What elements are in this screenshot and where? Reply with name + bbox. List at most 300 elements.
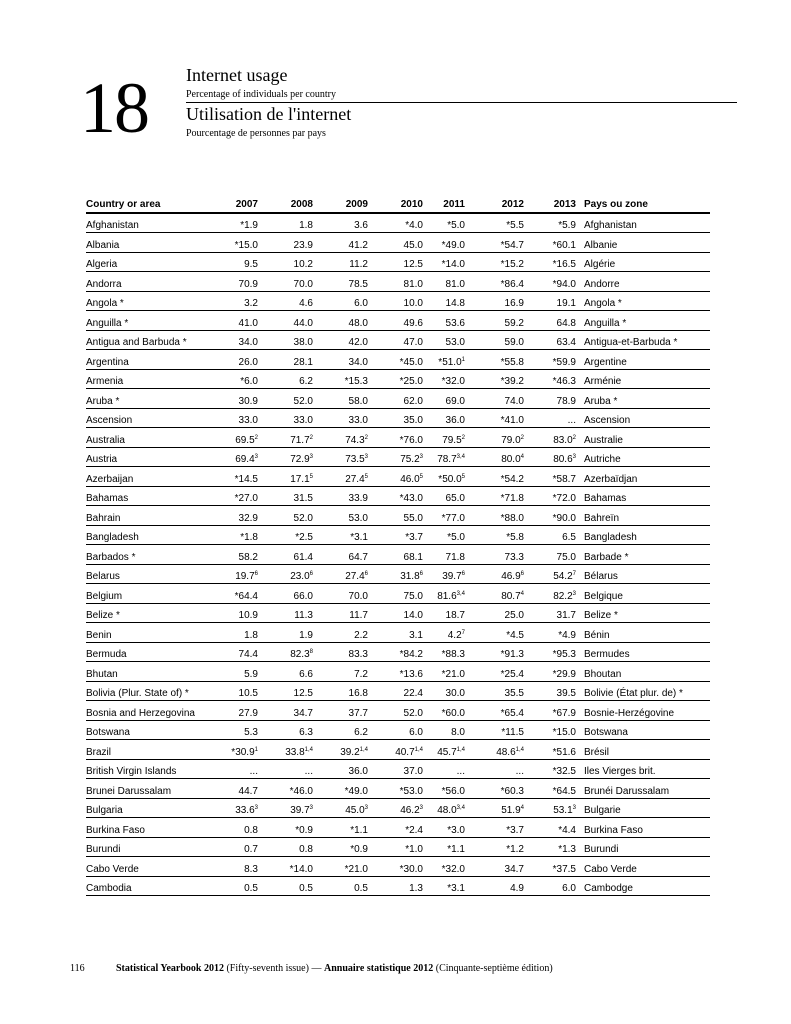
cell-value: 6.2 — [354, 727, 368, 738]
cell-value: 81.0 — [403, 278, 423, 290]
cell-value: Afghanistan — [584, 220, 637, 231]
value-cell — [313, 603, 368, 623]
value-cell — [258, 623, 313, 643]
value-cell — [423, 272, 465, 292]
pays-name — [576, 818, 710, 838]
cell-value: Bélarus — [584, 571, 618, 582]
page-number: 116 — [70, 963, 85, 974]
cell-value: 78.9 — [556, 395, 576, 407]
cell-value: *88.3 — [441, 649, 465, 660]
value-cell — [228, 467, 258, 487]
cell-value: *65.4 — [500, 707, 524, 719]
value-cell — [228, 740, 258, 760]
pays-name — [576, 233, 710, 253]
cell-value: 74.0 — [504, 395, 524, 407]
value-cell — [524, 662, 576, 682]
table-row — [86, 213, 710, 233]
cell-value: Bulgarie — [584, 805, 621, 816]
cell-value: Iles Vierges brit. — [584, 766, 656, 777]
cell-value: Algérie — [584, 259, 616, 270]
value-cell — [465, 389, 524, 409]
pays-name — [576, 486, 710, 506]
cell-value: Antigua and Barbuda * — [86, 337, 187, 348]
country-name — [86, 428, 228, 448]
value-cell — [423, 876, 465, 896]
value-cell — [313, 759, 368, 779]
cell-value: *86.4 — [500, 278, 524, 290]
table-row — [86, 467, 710, 487]
cell-value: Bermudes — [584, 649, 630, 660]
cell-value: Cambodge — [584, 883, 633, 894]
cell-value: 34.0 — [238, 337, 258, 348]
cell-value: *46.0 — [289, 785, 313, 797]
cell-value: 6.6 — [299, 668, 313, 680]
table-row — [86, 857, 710, 877]
value-cell — [258, 408, 313, 428]
value-cell — [423, 759, 465, 779]
value-cell — [465, 564, 524, 584]
footnote-marker: 3 — [254, 805, 258, 811]
cell-value: Armenia — [86, 376, 124, 387]
cell-value: Bosnia and Herzegovina — [86, 707, 195, 719]
footnote-marker: 4 — [520, 454, 524, 460]
cell-value: *49.0 — [441, 239, 465, 251]
value-cell — [524, 837, 576, 857]
value-cell — [228, 876, 258, 896]
value-cell — [465, 545, 524, 565]
table-row — [86, 759, 710, 779]
cell-value: 59.2 — [504, 317, 524, 329]
country-name — [86, 447, 228, 467]
value-cell — [423, 545, 465, 565]
footnote-marker: 1,4 — [359, 746, 368, 753]
pays-name — [576, 369, 710, 389]
cell-value: 1.9 — [299, 629, 313, 641]
cell-value: *56.0 — [441, 785, 465, 797]
value-cell — [228, 857, 258, 877]
cell-value: 68.1 — [403, 551, 423, 563]
value-cell — [524, 213, 576, 233]
table-header-row — [86, 197, 710, 213]
value-cell — [228, 525, 258, 545]
table-row — [86, 740, 710, 760]
cell-value: *50.0 — [438, 473, 462, 485]
cell-value: Bolivie (État plur. de) * — [584, 688, 683, 699]
cell-value: Botswana — [86, 727, 130, 738]
table-row — [86, 798, 710, 818]
country-name — [86, 291, 228, 311]
cell-value: 33.9 — [348, 493, 368, 504]
value-cell — [313, 213, 368, 233]
country-name — [86, 740, 228, 760]
value-cell — [313, 720, 368, 740]
cell-value: *5.0 — [447, 220, 465, 231]
cell-value: *45.0 — [399, 356, 423, 368]
cell-value: Arménie — [584, 376, 622, 387]
cell-value: 44.7 — [238, 785, 258, 797]
cell-value: 66.0 — [293, 590, 313, 602]
cell-value: 48.6 — [496, 746, 516, 758]
cell-value: 10.2 — [293, 259, 313, 270]
cell-value: 30.9 — [238, 395, 258, 407]
table-row — [86, 623, 710, 643]
value-cell — [368, 545, 423, 565]
country-name — [86, 506, 228, 526]
cell-value: 6.0 — [562, 883, 576, 894]
value-cell — [313, 837, 368, 857]
cell-value: 39.2 — [340, 746, 360, 758]
pays-name — [576, 798, 710, 818]
cell-value: *4.0 — [405, 220, 423, 231]
value-cell — [423, 213, 465, 233]
cell-value: Bhutan — [86, 668, 118, 680]
cell-value: ... — [567, 415, 576, 426]
value-cell — [368, 642, 423, 662]
cell-value: 17.1 — [290, 473, 310, 485]
pays-name — [576, 272, 710, 292]
cell-value: *30.9 — [231, 746, 255, 758]
cell-value: Bénin — [584, 629, 610, 641]
table-row — [86, 818, 710, 838]
table-row — [86, 564, 710, 584]
cell-value: *0.9 — [350, 844, 368, 855]
pays-name — [576, 252, 710, 272]
country-name — [86, 701, 228, 721]
cell-value: *3.7 — [506, 824, 524, 836]
cell-value: 31.7 — [556, 610, 576, 621]
pays-name — [576, 603, 710, 623]
value-cell — [258, 311, 313, 331]
value-cell — [228, 603, 258, 623]
value-cell — [313, 486, 368, 506]
value-cell — [423, 389, 465, 409]
value-cell — [228, 291, 258, 311]
cell-value: 42.0 — [348, 337, 368, 348]
country-name — [86, 798, 228, 818]
cell-value: Anguilla * — [86, 317, 129, 329]
footnote-marker: 2 — [572, 434, 576, 441]
title-french: Utilisation de l'internet — [186, 104, 352, 124]
value-cell — [465, 369, 524, 389]
table-row — [86, 447, 710, 467]
value-cell — [313, 525, 368, 545]
cell-value: Autriche — [584, 454, 621, 465]
footnote-marker: 6 — [364, 571, 368, 577]
value-cell — [313, 818, 368, 838]
table-row — [86, 311, 710, 331]
cell-value: 74.3 — [345, 434, 365, 446]
footnote-marker: 1,4 — [456, 746, 465, 753]
cell-value: 25.0 — [504, 610, 524, 621]
value-cell — [524, 369, 576, 389]
cell-value: *46.3 — [552, 376, 576, 387]
value-cell — [465, 213, 524, 233]
value-cell — [524, 759, 576, 779]
table-body — [86, 213, 710, 896]
value-cell — [228, 369, 258, 389]
cell-value: Andorre — [584, 278, 620, 290]
value-cell — [524, 876, 576, 896]
header-year: 2013 — [524, 197, 576, 213]
value-cell — [465, 701, 524, 721]
footnote-marker: 3 — [419, 805, 423, 811]
cell-value: Brunéi Darussalam — [584, 785, 670, 797]
value-cell — [423, 642, 465, 662]
country-name — [86, 408, 228, 428]
cell-value: 71.7 — [290, 434, 310, 446]
cell-value: 75.0 — [403, 590, 423, 602]
cell-value: 33.0 — [348, 415, 368, 426]
country-name — [86, 369, 228, 389]
value-cell — [368, 467, 423, 487]
value-cell — [465, 681, 524, 701]
cell-value: 16.9 — [504, 298, 524, 309]
header-year: 2009 — [313, 197, 368, 213]
value-cell — [465, 720, 524, 740]
cell-value: 30.0 — [445, 688, 465, 699]
value-cell — [465, 662, 524, 682]
value-cell — [313, 233, 368, 253]
value-cell — [423, 798, 465, 818]
value-cell — [423, 233, 465, 253]
value-cell — [313, 584, 368, 604]
internet-usage-table — [86, 197, 710, 896]
cell-value: 75.2 — [400, 454, 420, 465]
value-cell — [368, 233, 423, 253]
country-name — [86, 525, 228, 545]
value-cell — [258, 603, 313, 623]
footnote-marker: 7 — [461, 629, 465, 636]
value-cell — [368, 837, 423, 857]
value-cell — [228, 623, 258, 643]
value-cell — [228, 350, 258, 370]
value-cell — [258, 330, 313, 350]
cell-value: 5.3 — [244, 727, 258, 738]
value-cell — [228, 272, 258, 292]
cell-value: Belgium — [86, 590, 123, 602]
cell-value: *11.5 — [501, 727, 524, 738]
value-cell — [313, 681, 368, 701]
cell-value: *94.0 — [552, 278, 576, 290]
cell-value: 83.3 — [348, 649, 368, 660]
value-cell — [368, 603, 423, 623]
value-cell — [258, 506, 313, 526]
value-cell — [465, 252, 524, 272]
cell-value: 28.1 — [293, 356, 313, 368]
cell-value: Burundi — [86, 844, 121, 855]
footnote-marker: 1,4 — [414, 746, 423, 753]
cell-value: Bahamas — [86, 493, 129, 504]
cell-value: *6.0 — [240, 376, 258, 387]
value-cell — [258, 350, 313, 370]
pays-name — [576, 350, 710, 370]
cell-value: *4.9 — [558, 629, 576, 641]
value-cell — [258, 447, 313, 467]
cell-value: *13.6 — [399, 668, 423, 680]
cell-value: *55.8 — [500, 356, 524, 368]
table-row — [86, 779, 710, 799]
value-cell — [258, 662, 313, 682]
footnote-marker: 3 — [254, 454, 258, 460]
cell-value: 23.0 — [290, 571, 310, 582]
cell-value: 79.0 — [501, 434, 521, 446]
value-cell — [258, 272, 313, 292]
cell-value: 31.8 — [400, 571, 420, 582]
cell-value: 11.3 — [294, 610, 313, 621]
value-cell — [368, 779, 423, 799]
cell-value: *32.0 — [441, 863, 465, 875]
value-cell — [465, 818, 524, 838]
cell-value: *3.7 — [405, 532, 423, 543]
value-cell — [465, 798, 524, 818]
country-name — [86, 584, 228, 604]
cell-value: 44.0 — [293, 317, 313, 329]
cell-value: 33.0 — [238, 415, 258, 426]
header-year: 2008 — [258, 197, 313, 213]
footnote-marker: 3,4 — [456, 590, 465, 597]
value-cell — [423, 350, 465, 370]
cell-value: Benin — [86, 629, 112, 641]
cell-value: 53.6 — [445, 317, 465, 329]
cell-value: Angola * — [584, 298, 622, 309]
value-cell — [368, 291, 423, 311]
value-cell — [423, 818, 465, 838]
footnote-marker: 5 — [419, 473, 423, 480]
cell-value: Cabo Verde — [584, 863, 637, 875]
value-cell — [313, 545, 368, 565]
cell-value: *15.0 — [552, 727, 576, 738]
cell-value: 19.7 — [235, 571, 255, 582]
country-name — [86, 837, 228, 857]
value-cell — [465, 525, 524, 545]
value-cell — [524, 506, 576, 526]
value-cell — [465, 447, 524, 467]
value-cell — [228, 642, 258, 662]
cell-value: 19.1 — [556, 298, 576, 309]
cell-value: 14.0 — [403, 610, 423, 621]
value-cell — [228, 506, 258, 526]
value-cell — [228, 681, 258, 701]
value-cell — [423, 330, 465, 350]
value-cell — [313, 291, 368, 311]
cell-value: Afghanistan — [86, 220, 139, 231]
value-cell — [313, 623, 368, 643]
cell-value: Albania — [86, 239, 120, 251]
value-cell — [368, 350, 423, 370]
value-cell — [228, 233, 258, 253]
header-year: 2010 — [368, 197, 423, 213]
cell-value: *41.0 — [500, 415, 524, 426]
table-row — [86, 525, 710, 545]
cell-value: *14.5 — [234, 473, 258, 485]
cell-value: 45.0 — [403, 239, 423, 251]
footnote-marker: 8 — [309, 649, 313, 655]
pays-name — [576, 213, 710, 233]
cell-value: 38.0 — [293, 337, 313, 348]
cell-value: 51.9 — [501, 805, 521, 816]
pays-name — [576, 584, 710, 604]
value-cell — [228, 798, 258, 818]
cell-value: 6.3 — [299, 727, 313, 738]
cell-value: *15.2 — [500, 259, 524, 270]
value-cell — [368, 798, 423, 818]
cell-value: *1.8 — [240, 532, 258, 543]
country-name — [86, 681, 228, 701]
value-cell — [258, 213, 313, 233]
cell-value: 53.0 — [348, 512, 368, 524]
cell-value: 33.6 — [235, 805, 255, 816]
cell-value: *1.9 — [240, 220, 258, 231]
country-name — [86, 642, 228, 662]
cell-value: *54.2 — [500, 473, 524, 485]
cell-value: 14.8 — [445, 298, 465, 309]
cell-value: 54.2 — [553, 571, 573, 582]
cell-value: 41.0 — [238, 317, 258, 329]
cell-value: ... — [304, 766, 313, 777]
value-cell — [465, 311, 524, 331]
table-row — [86, 428, 710, 448]
country-name — [86, 350, 228, 370]
footnote-marker: 3 — [572, 805, 576, 811]
value-cell — [423, 252, 465, 272]
value-cell — [423, 662, 465, 682]
cell-value: 6.0 — [409, 727, 423, 738]
cell-value: 35.0 — [403, 415, 423, 426]
value-cell — [423, 408, 465, 428]
cell-value: 62.0 — [403, 395, 423, 407]
cell-value: Botswana — [584, 727, 628, 738]
value-cell — [258, 681, 313, 701]
cell-value: 45.0 — [345, 805, 365, 816]
value-cell — [368, 857, 423, 877]
cell-value: *59.9 — [552, 356, 576, 368]
value-cell — [423, 720, 465, 740]
footer-edition-en: (Fifty-seventh issue) — [226, 963, 309, 974]
value-cell — [368, 876, 423, 896]
country-name — [86, 623, 228, 643]
value-cell — [228, 837, 258, 857]
pays-name — [576, 311, 710, 331]
value-cell — [423, 467, 465, 487]
country-name — [86, 467, 228, 487]
pays-name — [576, 876, 710, 896]
value-cell — [524, 818, 576, 838]
cell-value: 69.4 — [235, 454, 255, 465]
value-cell — [368, 330, 423, 350]
cell-value: *58.7 — [552, 473, 576, 485]
value-cell — [465, 506, 524, 526]
cell-value: British Virgin Islands — [86, 766, 177, 777]
value-cell — [228, 701, 258, 721]
value-cell — [524, 545, 576, 565]
cell-value: 1.8 — [244, 629, 258, 641]
cell-value: *1.0 — [405, 844, 423, 855]
cell-value: Bahrain — [86, 512, 121, 524]
title-english: Internet usage — [186, 65, 288, 85]
value-cell — [423, 701, 465, 721]
pays-name — [576, 623, 710, 643]
cell-value: 48.0 — [437, 805, 457, 816]
cell-value: *5.5 — [506, 220, 524, 231]
value-cell — [258, 720, 313, 740]
cell-value: 82.2 — [553, 590, 573, 602]
cell-value: 8.0 — [451, 727, 465, 738]
country-name — [86, 759, 228, 779]
pays-name — [576, 389, 710, 409]
cell-value: *2.4 — [405, 824, 423, 836]
value-cell — [258, 369, 313, 389]
cell-value: 10.9 — [238, 610, 258, 621]
